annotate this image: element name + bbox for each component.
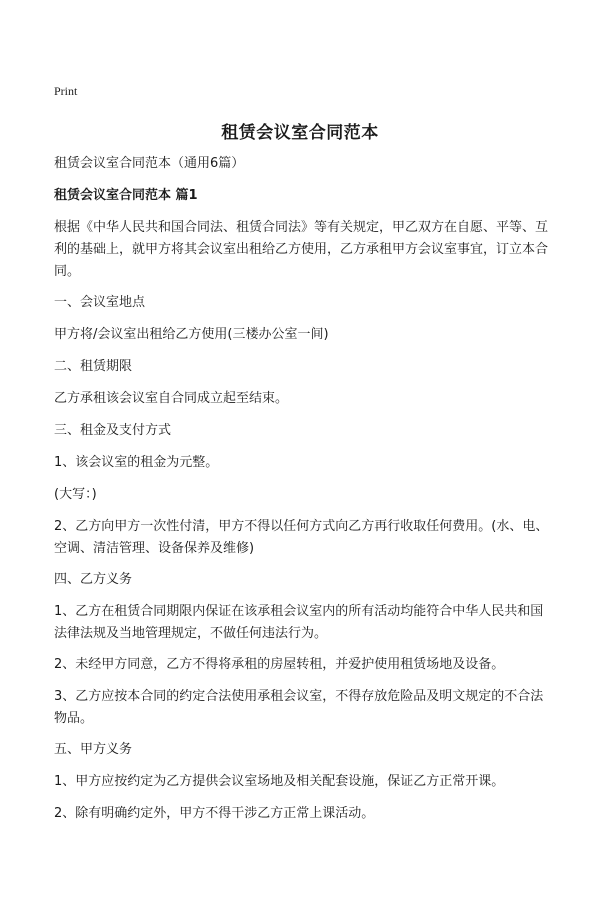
document-subtitle: 租赁会议室合同范本（通用6篇） (54, 156, 245, 171)
section-heading: 租赁会议室合同范本 篇1 (54, 188, 198, 203)
paragraph-party-a-2: 2、除有明确约定外，甲方不得干涉乙方正常上课活动。 (54, 806, 375, 821)
paragraph-location: 甲方将/会议室出租给乙方使用(三楼办公室一间) (54, 327, 329, 342)
print-link[interactable]: Print (54, 84, 78, 98)
clause-heading-party-b: 四、乙方义务 (54, 572, 133, 587)
paragraph-party-b-2: 2、未经甲方同意，乙方不得将承租的房屋转租，并爱护使用租赁场地及设备。 (54, 657, 505, 672)
clause-heading-party-a: 五、甲方义务 (54, 742, 133, 757)
paragraph-party-a-1: 1、甲方应按约定为乙方提供会议室场地及相关配套设施，保证乙方正常开课。 (54, 774, 505, 789)
paragraph-rent-payment: 2、乙方向甲方一次性付清，甲方不得以任何方式向乙方再行收取任何费用。(水、电、空调、清洁管理、设备保养及维修) (54, 519, 549, 556)
document-body (54, 153, 554, 835)
paragraph-rent-uppercase: (大写：) (54, 487, 97, 502)
clause-heading-term: 二、租赁期限 (54, 359, 133, 374)
paragraph-party-b-3: 3、乙方应按本合同的约定合法使用承租会议室，不得存放危险品及明文规定的不合法物品。 (54, 689, 544, 726)
clause-heading-location: 一、会议室地点 (54, 295, 146, 310)
paragraph-party-b-1: 1、乙方在租赁合同期限内保证在该承租会议室内的所有活动均能符合中华人民共和国法律法规及当地管理规定，不做任何违法行为。 (54, 604, 544, 641)
paragraph-term: 乙方承租该会议室自合同成立起至结束。 (54, 391, 289, 406)
paragraph-intro: 根据《中华人民共和国合同法、租赁合同法》等有关规定，甲乙双方在自愿、平等、互利的基础上，就甲方将其会议室出租给乙方使用，乙方承租甲方会议室事宜，订立本合同。 (54, 220, 549, 279)
paragraph-rent-amount: 1、该会议室的租金为元整。 (54, 455, 219, 470)
clause-heading-rent: 三、租金及支付方式 (54, 423, 172, 438)
page-title: 租赁会议室合同范本 (221, 123, 379, 143)
